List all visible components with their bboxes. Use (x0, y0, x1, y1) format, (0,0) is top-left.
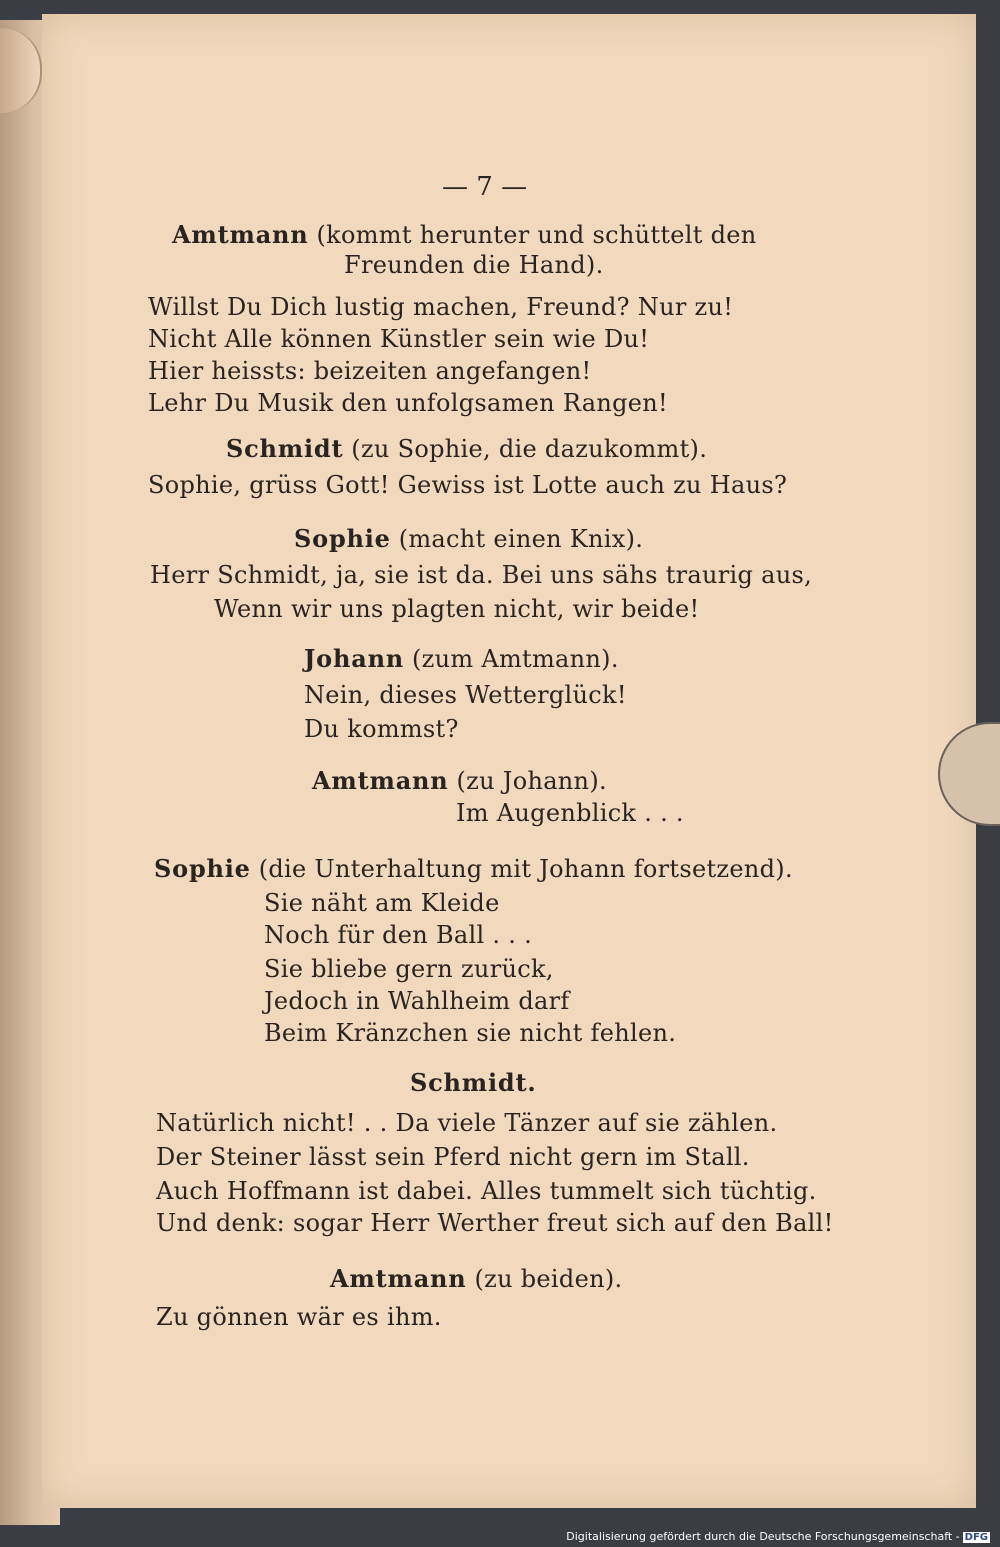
speaker-line (304, 644, 619, 674)
verse-line: Nein, dieses Wetterglück! (304, 681, 627, 709)
speaker-line (294, 524, 643, 554)
verse-line: Du kommst? (304, 715, 459, 743)
verse-line: Lehr Du Musik den unfolgsamen Rangen! (148, 389, 668, 417)
stage-direction: (zu beiden). (466, 1265, 623, 1293)
page-number: — 7 — (442, 172, 528, 202)
speaker-name: Schmidt (226, 434, 344, 463)
footer-text: Digitalisierung gefördert durch die Deutsche Forschungsgemeinschaft - (566, 1530, 960, 1543)
speaker-name: Sophie (154, 854, 251, 883)
verse-line: Sophie, grüss Gott! Gewiss ist Lotte auch zu Haus? (148, 471, 788, 499)
speaker-line (172, 220, 757, 250)
speaker-name: Schmidt. (410, 1068, 537, 1097)
footer-credit (566, 1530, 990, 1543)
book-page (42, 14, 976, 1508)
speaker-line (330, 1264, 622, 1294)
speaker-line (410, 1068, 537, 1098)
verse-line: Jedoch in Wahlheim darf (264, 987, 570, 1015)
speaker-line (154, 854, 793, 884)
verse-line: Auch Hoffmann ist dabei. Alles tummelt sich tüchtig. (156, 1177, 817, 1205)
verse-line: Sie näht am Kleide (264, 889, 500, 917)
verse-line: Herr Schmidt, ja, sie ist da. Bei uns sähs traurig aus, (150, 561, 813, 589)
speaker-name: Amtmann (172, 220, 309, 249)
verse-line: Nicht Alle können Künstler sein wie Du! (148, 325, 650, 353)
verse-line: Hier heissts: beizeiten angefangen! (148, 357, 592, 385)
speaker-name: Johann (304, 644, 405, 673)
verse-line: Zu gönnen wär es ihm. (156, 1303, 442, 1331)
verse-line: Willst Du Dich lustig machen, Freund? Nur zu! (148, 293, 734, 321)
speaker-name: Amtmann (312, 766, 449, 795)
verse-line: Beim Kränzchen sie nicht fehlen. (264, 1019, 677, 1047)
speaker-line (312, 766, 607, 796)
verse-line: Der Steiner lässt sein Pferd nicht gern im Stall. (156, 1143, 750, 1171)
stage-direction: (zu Johann). (448, 767, 607, 795)
verse-line: Noch für den Ball . . . (264, 921, 533, 949)
stage-direction: (kommt herunter und schüttelt den (308, 221, 757, 249)
speaker-name: Sophie (294, 524, 391, 553)
verse-line: Sie bliebe gern zurück, (264, 955, 554, 983)
verse-line: Wenn wir uns plagten nicht, wir beide! (214, 595, 700, 623)
stage-direction: (macht einen Knix). (390, 525, 644, 553)
stage-direction: (zum Amtmann). (404, 645, 619, 673)
stage-direction: (zu Sophie, die dazukommt). (343, 435, 708, 463)
verse-line: Natürlich nicht! . . Da viele Tänzer auf sie zählen. (156, 1109, 778, 1137)
dfg-logo: DFG (964, 1532, 988, 1543)
verse-line: Im Augenblick . . . (456, 799, 684, 827)
stage-direction: (die Unterhaltung mit Johann fortsetzend). (250, 855, 793, 883)
speaker-line (226, 434, 707, 464)
verse-line: Und denk: sogar Herr Werther freut sich auf den Ball! (156, 1209, 834, 1237)
stage-direction-continued: Freunden die Hand). (344, 251, 604, 279)
speaker-name: Amtmann (330, 1264, 467, 1293)
